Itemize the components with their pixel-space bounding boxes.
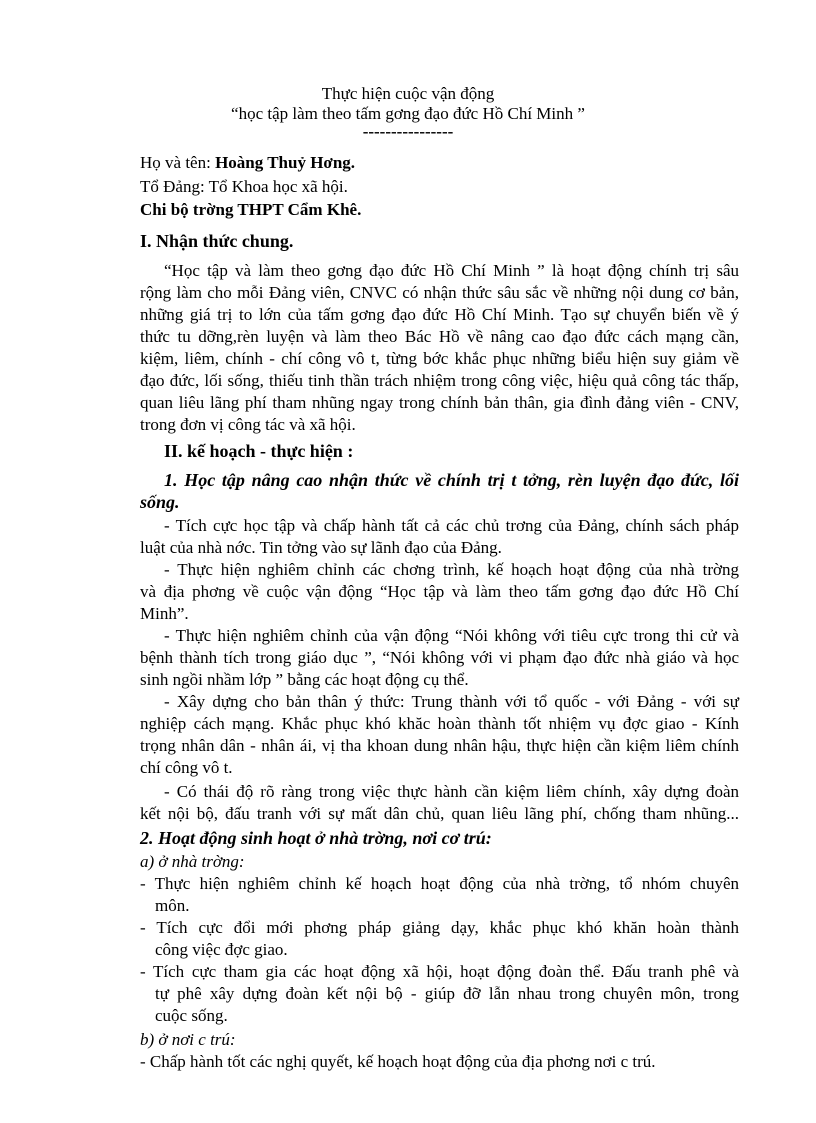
subsection-heading-2: 2. Hoạt động sinh hoạt ở nhà trờng, nơi cơ trú: [140, 828, 492, 848]
paragraph-line: thức tu dỡng,rèn luyện và làm theo Bác Hồ về nâng cao đạo đức cách mạng cần, [140, 327, 739, 346]
author-branch: Chi bộ trờng THPT Cẩm Khê. [140, 200, 362, 219]
paragraph-line: sinh ngồi nhầm lớp ” bằng các hoạt động cụ thể. [140, 670, 469, 689]
author-name-label: Họ và tên: [140, 153, 216, 172]
paragraph-line: - Có thái độ rõ ràng trong việc thực hành cần kiệm liêm chính, xây dựng đoàn [164, 782, 739, 801]
title-line-2: “học tập làm theo tấm gơng đạo đức Hồ Chí Minh ” [231, 104, 585, 123]
paragraph-line: Minh”. [140, 604, 189, 623]
paragraph-line: - Thực hiện nghiêm chỉnh các chơng trình, kế hoạch hoạt động của nhà trờng [164, 560, 739, 579]
paragraph-line: - Thực hiện nghiêm chỉnh kế hoạch hoạt động của nhà trờng, tổ nhóm chuyên [140, 874, 739, 893]
paragraph-line: quan liêu lãng phí tham nhũng ngay trong chính bản thân, gia đình đảng viên - CNV, [140, 393, 739, 412]
subsection-heading-1: 1. Học tập nâng cao nhận thức về chính trị t tởng, rèn luyện đạo đức, lối [164, 470, 739, 490]
author-name-value: Hoàng Thuỷ Hơng. [215, 153, 356, 172]
paragraph-line: cuộc sống. [155, 1006, 228, 1025]
paragraph-line: - Tích cực học tập và chấp hành tất cả các chủ trơng của Đảng, chính sách pháp [164, 516, 739, 535]
title-line-1: Thực hiện cuộc vận động [321, 84, 495, 103]
paragraph-line: tự phê xây dựng đoàn kết nội bộ - giúp đỡ lẫn nhau trong chuyên môn, trong [155, 984, 739, 1003]
section-heading-1: I. Nhận thức chung. [140, 231, 294, 251]
paragraph-line: trong đơn vị công tác và xã hội. [140, 415, 356, 434]
paragraph-line: rộng làm cho mỗi Đảng viên, CNVC có nhận thức sâu sắc về những nội dung cơ bản, [140, 283, 739, 302]
paragraph-line: chí công vô t. [140, 758, 233, 777]
paragraph-line: kết nội bộ, đấu tranh với sự mất dân chủ, quan liêu lãng phí, chống tham nhũng... [140, 804, 739, 823]
title-divider: ---------------- [362, 122, 454, 141]
paragraph-line: “Học tập và làm theo gơng đạo đức Hồ Chí Minh ” là hoạt động chính trị sâu [164, 261, 739, 280]
paragraph-line: - Xây dựng cho bản thân ý thức: Trung thành với tổ quốc - với Đảng - với sự [164, 692, 739, 711]
paragraph-line: - Tích cực tham gia các hoạt động xã hội, hoạt động đoàn thể. Đấu tranh phê và [140, 962, 739, 981]
paragraph-line: - Thực hiện nghiêm chỉnh của vận động “Nói không với tiêu cực trong thi cử và [164, 626, 739, 645]
author-name-line [140, 152, 355, 174]
sub-item-a: a) ở nhà trờng: [140, 852, 245, 871]
paragraph-line: những giá trị to lớn của tấm gơng đạo đức Hồ Chí Minh. Tạo sự chuyển biến về ý [140, 305, 739, 324]
paragraph-line: luật của nhà nớc. Tin tởng vào sự lãnh đạo của Đảng. [140, 538, 502, 557]
paragraph-line: kiệm, liêm, chính - chí công vô t, từng bớc khắc phục những biểu hiện suy giảm về [140, 349, 739, 368]
section-heading-2: II. kế hoạch - thực hiện : [164, 441, 354, 461]
subsection-heading-1-cont: sống. [140, 492, 180, 512]
paragraph-line: - Chấp hành tốt các nghị quyết, kế hoạch hoạt động của địa phơng nơi c trú. [140, 1052, 656, 1071]
paragraph-line: công việc đợc giao. [155, 940, 288, 959]
paragraph-line: - Tích cực đổi mới phơng pháp giảng dạy, khắc phục khó khăn hoàn thành [140, 918, 739, 937]
paragraph-line: trọng nhân dân - nhân ái, vị tha khoan dung nhân hậu, thực hiện cần kiệm liêm chính [140, 736, 739, 755]
paragraph-line: môn. [155, 896, 190, 915]
paragraph-line: nghiệp cách mạng. Khắc phục khó khăc hoàn thành tốt nhiệm vụ đợc giao - Kính [140, 714, 739, 733]
paragraph-line: và địa phơng về cuộc vận động “Học tập và làm theo tấm gơng đạo đức Hồ Chí [140, 582, 739, 601]
sub-item-b: b) ở nơi c trú: [140, 1030, 236, 1049]
paragraph-line: bệnh thành tích trong giáo dục ”, “Nói không với vi phạm đạo đức nhà giáo và học [140, 648, 739, 667]
paragraph-line: đạo đức, lối sống, thiếu tinh thần trách nhiệm trong công việc, hiệu quả công tác thấp, [140, 371, 739, 390]
author-group: Tổ Đảng: Tổ Khoa học xã hội. [140, 177, 348, 196]
